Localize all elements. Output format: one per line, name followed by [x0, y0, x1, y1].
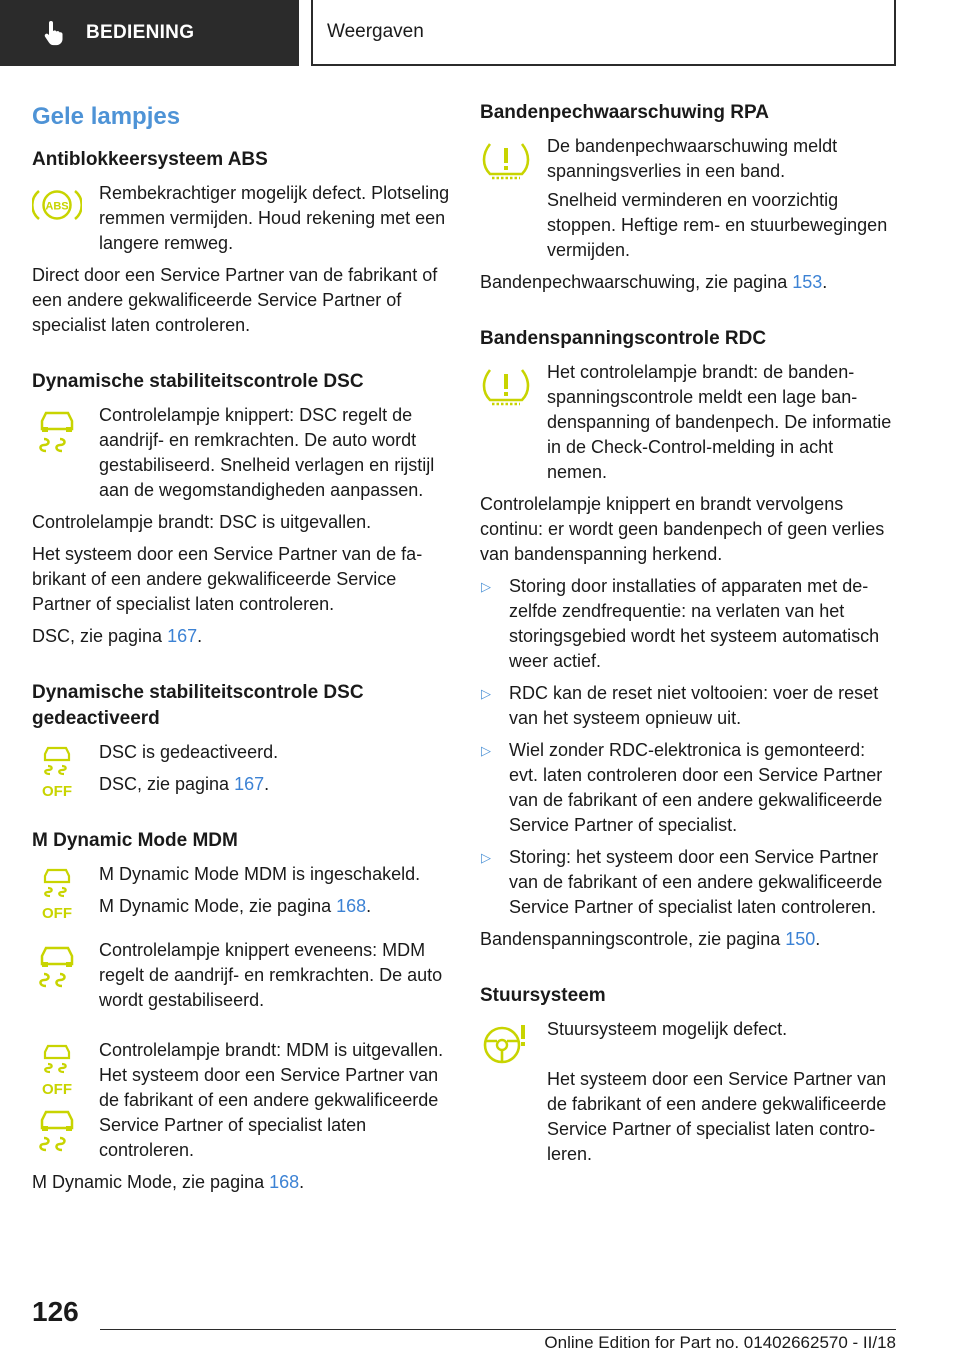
mdm-flash-entry [32, 938, 452, 1020]
hand-pointer-icon [40, 20, 66, 46]
dsc-heading: Dynamische stabiliteitscontrole DSC [32, 371, 364, 392]
list-item: ▷ Wiel zonder RDC-elektronica is gemonteerd: evt. laten controleren door een Service Partner van de fabrikant of een andere gekwalificeerde Service Partner of specialist. [481, 740, 883, 835]
mdm-text: M Dynamic Mode MDM is ingeschakeld. [99, 864, 421, 884]
list-item: ▷ Storing: het systeem door een Service Partner van de fabrikant of een andere gekwalificeerde Service Partner of specialist laten controleren. [481, 847, 883, 917]
page-number: 126 [32, 1296, 79, 1327]
triangle-bullet-icon: ▷ [481, 743, 491, 758]
rdc-reference: Bandenspanningscontrole, zie pagina 150. [480, 929, 821, 949]
footer-divider [100, 1329, 896, 1330]
section-title: Gele lampjes [32, 103, 181, 130]
abs-heading: Antiblokkeersysteem ABS [32, 149, 268, 170]
left-column [32, 100, 452, 1202]
rpa-text: De bandenpechwaarschuwing meldt spanningsverlies in een band. [547, 136, 838, 181]
dsc-off-entry [32, 740, 452, 804]
section-tab [0, 0, 299, 66]
steering-text-2: Het systeem door een Service Partner van de fabrikant of een andere gekwalificeerde Service Partner of specialist laten controleren. [547, 1069, 887, 1164]
dsc-off-page-link[interactable]: 167 [234, 774, 265, 794]
dsc-text-3: Het systeem door een Service Partner van de fabrikant of een andere gekwalificeerde Service Partner of specialist laten controleren. [32, 544, 423, 614]
steering-entry [480, 1017, 894, 1067]
dsc-off-text: DSC is gedeactiveerd. [99, 742, 279, 762]
mdm-failure-skid-icon [32, 1106, 82, 1158]
mdm-off-icon [32, 866, 82, 922]
abs-text-2: Direct door een Service Partner van de fabrikant of een andere gekwalificeerde Service Partner of specialist laten controleren. [32, 265, 438, 335]
triangle-bullet-icon: ▷ [481, 850, 491, 865]
chapter-title: Weergaven [311, 0, 896, 66]
rdc-text-2: Controlelampje knippert en brandt vervolgens continu: er wordt geen bandenpech of geen verlies van bandenspanning herkend. [480, 494, 885, 564]
section-label: BEDIENING [86, 22, 195, 43]
mdm-page-link-2[interactable]: 168 [269, 1172, 300, 1192]
mdm-failure-off-icon [32, 1042, 82, 1098]
mdm-reference-2: M Dynamic Mode, zie pagina 168. [32, 1172, 305, 1192]
rdc-heading: Bandenspanningscontrole RDC [480, 328, 767, 349]
rdc-bullet-list [480, 574, 894, 920]
triangle-bullet-icon: ▷ [481, 579, 491, 594]
dsc-off-icon [32, 744, 82, 800]
dsc-reference: DSC, zie pagina 167. [32, 626, 203, 646]
mdm-failure-entry [32, 1038, 452, 1170]
list-item: ▷ RDC kan de reset niet voltooien: voer de reset van het systeem opnieuw uit. [481, 683, 879, 728]
dsc-text-2: Controlelampje brandt: DSC is uitgevallen. [32, 512, 372, 532]
page-header [0, 0, 960, 66]
rpa-page-link[interactable]: 153 [792, 272, 823, 292]
rdc-text: Het controlelampje brandt: de bandenspanningscontrole meldt een lage bandenspanning of bandenpech. De informatie in de Check-Control-melding in acht nemen. [547, 362, 892, 482]
mdm-text-2: Controlelampje knippert eveneens: MDM regelt de aandrijf- en remkrachten. De auto wordt gestabiliseerd. [99, 940, 443, 1010]
dsc-entry [32, 403, 452, 510]
steering-heading: Stuursysteem [480, 985, 606, 1006]
dsc-page-link[interactable]: 167 [167, 626, 198, 646]
mdm-reference: M Dynamic Mode, zie pagina 168. [99, 896, 372, 916]
rpa-text-2a: Snelheid verminderen en voorzichtig stoppen. Heftige rem- en stuurbewegingen vermijden. [547, 190, 888, 260]
right-column [480, 100, 894, 1174]
mdm-failure-off-label: OFF [42, 1081, 72, 1098]
edition-note: Online Edition for Part no. 01402662570 - II/18 [544, 1333, 896, 1352]
dsc-off-label: OFF [42, 783, 72, 800]
dsc-text: Controlelampje knippert: DSC regelt de aandrijf- en remkrachten. De auto wordt gestabiliseerd. Snelheid verlagen en rijstijl aan de wegomstandigheden aanpassen. [99, 405, 435, 500]
rdc-entry [480, 360, 894, 492]
mdm-page-link[interactable]: 168 [336, 896, 367, 916]
rpa-reference: Bandenpechwaarschuwing, zie pagina 153. [480, 272, 828, 292]
mdm-text-3: Controlelampje brandt: MDM is uitgevallen. Het systeem door een Service Partner van de fabrikant of een andere gekwalificeerde Service Partner of specialist laten controleren. [99, 1040, 444, 1160]
mdm-skid-icon [32, 942, 82, 994]
triangle-bullet-icon: ▷ [481, 686, 491, 701]
mdm-heading: M Dynamic Mode MDM [32, 830, 238, 851]
rpa-heading: Bandenpechwaarschuwing RPA [480, 102, 769, 123]
tire-warning-icon [480, 138, 532, 184]
mdm-off-label: OFF [42, 905, 72, 922]
steering-warning-icon [480, 1021, 532, 1067]
tire-pressure-icon [480, 364, 532, 410]
dsc-skid-icon [32, 407, 82, 459]
dsc-off-reference: DSC, zie pagina 167. [99, 774, 270, 794]
mdm-entry [32, 862, 452, 926]
dsc-off-heading: Dynamische stabiliteitscontrole DSC gedeactiveerd [32, 682, 364, 729]
abs-text: Rembekrachtiger mogelijk defect. Plotseling remmen vermijden. Houd rekening met een langere remweg. [99, 183, 450, 253]
steering-text: Stuursysteem mogelijk defect. [547, 1019, 788, 1039]
abs-entry [32, 181, 452, 263]
rdc-page-link[interactable]: 150 [785, 929, 816, 949]
list-item: ▷ Storing door installaties of apparaten met dezelfde zendfrequentie: na verlaten van het storingsgebied wordt het systeem automatisch weer actief. [481, 576, 880, 671]
rpa-entry [480, 134, 894, 191]
abs-warning-icon [32, 185, 82, 225]
abs-icon-label: ABS [45, 200, 69, 213]
